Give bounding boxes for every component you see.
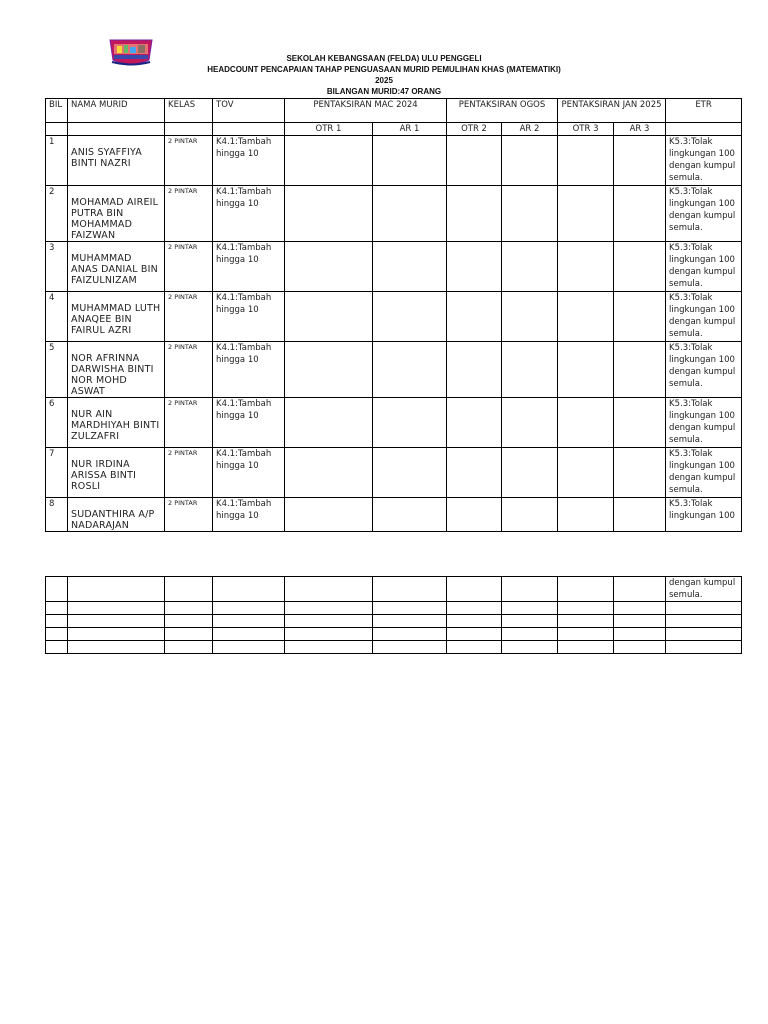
- col-etr: ETR: [666, 99, 742, 123]
- cell-otr3: [558, 448, 614, 498]
- empty-cell: [502, 641, 558, 654]
- cell-ar1: [373, 342, 447, 398]
- cell-tov: K4.1:Tambah hingga 10: [213, 498, 285, 532]
- cell-tov: K4.1:Tambah hingga 10: [213, 292, 285, 342]
- empty-cell: [285, 628, 373, 641]
- empty-cell: [373, 628, 447, 641]
- cell-ar2: [502, 136, 558, 186]
- cell-kelas: 2 PINTAR: [165, 498, 213, 532]
- cell-ar1: [373, 498, 447, 532]
- cell-ar2: [502, 448, 558, 498]
- empty-cell: [165, 615, 213, 628]
- student-row: [46, 398, 742, 448]
- cell-kelas: 2 PINTAR: [165, 242, 213, 292]
- cell-ar3: [614, 398, 666, 448]
- cell-kelas: 2 PINTAR: [165, 448, 213, 498]
- cell-otr1: [285, 398, 373, 448]
- cell-nama: ANIS SYAFFIYA BINTI NAZRI: [68, 136, 165, 186]
- cell-tov: K4.1:Tambah hingga 10: [213, 136, 285, 186]
- empty-cell: [558, 602, 614, 615]
- student-row: [46, 136, 742, 186]
- header-row: [46, 99, 742, 123]
- cell-ar2: [502, 342, 558, 398]
- cell-otr2: [447, 398, 502, 448]
- cell-otr1: [285, 448, 373, 498]
- cell-otr1: [285, 342, 373, 398]
- col-tov: TOV: [213, 99, 285, 123]
- empty-cell: [447, 628, 502, 641]
- cell-ar2: [502, 498, 558, 532]
- report-year: 2025: [375, 76, 393, 85]
- col-ar1: AR 1: [373, 123, 447, 136]
- empty-cell: [285, 602, 373, 615]
- cell-ar3: [614, 136, 666, 186]
- cell-ar2: [502, 292, 558, 342]
- cell-otr3: [558, 398, 614, 448]
- cell-nama: MUHAMMAD ANAS DANIAL BIN FAIZULNIZAM: [68, 242, 165, 292]
- empty-cell: [165, 602, 213, 615]
- empty-row: [46, 602, 742, 615]
- cell-ar3: [614, 186, 666, 242]
- empty-cell: [46, 602, 68, 615]
- cell-otr1: [285, 498, 373, 532]
- empty-cell: [614, 628, 666, 641]
- empty-cell: [213, 602, 285, 615]
- cell-bil: 2: [46, 186, 68, 242]
- cell-otr1: [285, 186, 373, 242]
- empty-cell: [447, 602, 502, 615]
- empty-cell: [502, 602, 558, 615]
- cell-ar3: [614, 292, 666, 342]
- cell-otr3: [558, 498, 614, 532]
- col-bil: BIL: [46, 99, 68, 123]
- cell-etr: K5.3:Tolak lingkungan 100: [666, 498, 742, 532]
- col-kelas: KELAS: [165, 99, 213, 123]
- empty-cell: [502, 615, 558, 628]
- empty-cell: [46, 615, 68, 628]
- cell-nama: MUHAMMAD LUTH ANAQEE BIN FAIRUL AZRI: [68, 292, 165, 342]
- empty-cell: [285, 615, 373, 628]
- cell-ar1: [373, 242, 447, 292]
- student-row: [46, 292, 742, 342]
- empty-cell: [68, 615, 165, 628]
- cell-otr2: [447, 136, 502, 186]
- empty-cell: [502, 628, 558, 641]
- cell-ar3: [614, 342, 666, 398]
- cell-otr3: [558, 292, 614, 342]
- col-ogos: PENTAKSIRAN OGOS: [447, 99, 558, 123]
- subheader-row: [46, 123, 742, 136]
- empty-cell: [213, 628, 285, 641]
- empty-cell: [165, 628, 213, 641]
- cell-otr2: [447, 342, 502, 398]
- student-row: [46, 448, 742, 498]
- cell-ar1: [373, 186, 447, 242]
- cell-etr: K5.3:Tolak lingkungan 100 dengan kumpul semula.: [666, 186, 742, 242]
- empty-row: [46, 641, 742, 654]
- empty-cell: [373, 615, 447, 628]
- cell-tov: K4.1:Tambah hingga 10: [213, 342, 285, 398]
- cell-bil: 6: [46, 398, 68, 448]
- cell-otr1: [285, 242, 373, 292]
- empty-cell: [558, 615, 614, 628]
- cell-bil: 1: [46, 136, 68, 186]
- student-count: BILANGAN MURID:47 ORANG: [326, 87, 442, 96]
- document-header: [0, 53, 768, 97]
- cell-otr2: [447, 448, 502, 498]
- cell-nama: SUDANTHIRA A/P NADARAJAN: [68, 498, 165, 532]
- col-otr1: OTR 1: [285, 123, 373, 136]
- cell-ar2: [502, 186, 558, 242]
- empty-cell: [666, 628, 742, 641]
- empty-cell: [447, 615, 502, 628]
- cell-etr: K5.3:Tolak lingkungan 100 dengan kumpul semula.: [666, 342, 742, 398]
- empty-cell: [614, 602, 666, 615]
- empty-cell: [614, 615, 666, 628]
- cell-kelas: 2 PINTAR: [165, 136, 213, 186]
- student-row: [46, 498, 742, 532]
- cell-tov: K4.1:Tambah hingga 10: [213, 448, 285, 498]
- cell-tov: K4.1:Tambah hingga 10: [213, 398, 285, 448]
- col-nama: NAMA MURID: [68, 99, 165, 123]
- empty-cell: [447, 641, 502, 654]
- continuation-table: [45, 576, 742, 654]
- cell-otr3: [558, 242, 614, 292]
- cell-ar2: [502, 398, 558, 448]
- empty-cell: [285, 641, 373, 654]
- empty-cell: [213, 615, 285, 628]
- empty-cell: [68, 628, 165, 641]
- empty-cell: [558, 628, 614, 641]
- cell-otr1: [285, 136, 373, 186]
- student-row: [46, 342, 742, 398]
- cell-otr3: [558, 136, 614, 186]
- school-name: SEKOLAH KEBANGSAAN (FELDA) ULU PENGGELI: [286, 54, 482, 63]
- headcount-table: [45, 98, 742, 532]
- cell-ar3: [614, 498, 666, 532]
- continued-etr: dengan kumpul semula.: [666, 577, 742, 602]
- empty-cell: [614, 641, 666, 654]
- empty-cell: [666, 641, 742, 654]
- cell-bil: 5: [46, 342, 68, 398]
- cell-etr: K5.3:Tolak lingkungan 100 dengan kumpul semula.: [666, 136, 742, 186]
- cell-otr3: [558, 342, 614, 398]
- cell-otr2: [447, 242, 502, 292]
- student-row: [46, 186, 742, 242]
- empty-cell: [165, 641, 213, 654]
- empty-cell: [558, 641, 614, 654]
- cell-otr1: [285, 292, 373, 342]
- cell-bil: 7: [46, 448, 68, 498]
- cell-kelas: 2 PINTAR: [165, 186, 213, 242]
- cell-otr2: [447, 186, 502, 242]
- empty-row: [46, 615, 742, 628]
- col-ar3: AR 3: [614, 123, 666, 136]
- col-otr2: OTR 2: [447, 123, 502, 136]
- cell-etr: K5.3:Tolak lingkungan 100 dengan kumpul semula.: [666, 448, 742, 498]
- cell-ar2: [502, 242, 558, 292]
- cell-bil: 4: [46, 292, 68, 342]
- col-otr3: OTR 3: [558, 123, 614, 136]
- col-ar2: AR 2: [502, 123, 558, 136]
- cell-nama: NUR AIN MARDHIYAH BINTI ZULZAFRI: [68, 398, 165, 448]
- empty-cell: [68, 602, 165, 615]
- empty-cell: [68, 641, 165, 654]
- cell-ar1: [373, 398, 447, 448]
- empty-cell: [373, 602, 447, 615]
- cell-etr: K5.3:Tolak lingkungan 100 dengan kumpul semula.: [666, 242, 742, 292]
- cell-otr2: [447, 498, 502, 532]
- empty-row: [46, 628, 742, 641]
- empty-cell: [666, 602, 742, 615]
- cell-ar3: [614, 242, 666, 292]
- cell-bil: 8: [46, 498, 68, 532]
- empty-cell: [46, 628, 68, 641]
- cell-kelas: 2 PINTAR: [165, 292, 213, 342]
- cell-otr2: [447, 292, 502, 342]
- empty-cell: [373, 641, 447, 654]
- cell-nama: MOHAMAD AIREIL PUTRA BIN MOHAMMAD FAIZWAN: [68, 186, 165, 242]
- cell-nama: NOR AFRINNA DARWISHA BINTI NOR MOHD ASWAT: [68, 342, 165, 398]
- cell-tov: K4.1:Tambah hingga 10: [213, 186, 285, 242]
- empty-cell: [666, 615, 742, 628]
- cell-nama: NUR IRDINA ARISSA BINTI ROSLI: [68, 448, 165, 498]
- cell-otr3: [558, 186, 614, 242]
- continuation-row: [46, 577, 742, 602]
- report-title: HEADCOUNT PENCAPAIAN TAHAP PENGUASAAN MURID PEMULIHAN KHAS (MATEMATIKI): [207, 65, 561, 74]
- cell-etr: K5.3:Tolak lingkungan 100 dengan kumpul semula.: [666, 398, 742, 448]
- cell-etr: K5.3:Tolak lingkungan 100 dengan kumpul semula.: [666, 292, 742, 342]
- cell-kelas: 2 PINTAR: [165, 398, 213, 448]
- cell-bil: 3: [46, 242, 68, 292]
- cell-tov: K4.1:Tambah hingga 10: [213, 242, 285, 292]
- cell-ar1: [373, 448, 447, 498]
- empty-cell: [213, 641, 285, 654]
- cell-ar1: [373, 136, 447, 186]
- cell-ar1: [373, 292, 447, 342]
- empty-cell: [46, 641, 68, 654]
- cell-kelas: 2 PINTAR: [165, 342, 213, 398]
- cell-ar3: [614, 448, 666, 498]
- col-jan: PENTAKSIRAN JAN 2025: [558, 99, 666, 123]
- student-row: [46, 242, 742, 292]
- col-mac: PENTAKSIRAN MAC 2024: [285, 99, 447, 123]
